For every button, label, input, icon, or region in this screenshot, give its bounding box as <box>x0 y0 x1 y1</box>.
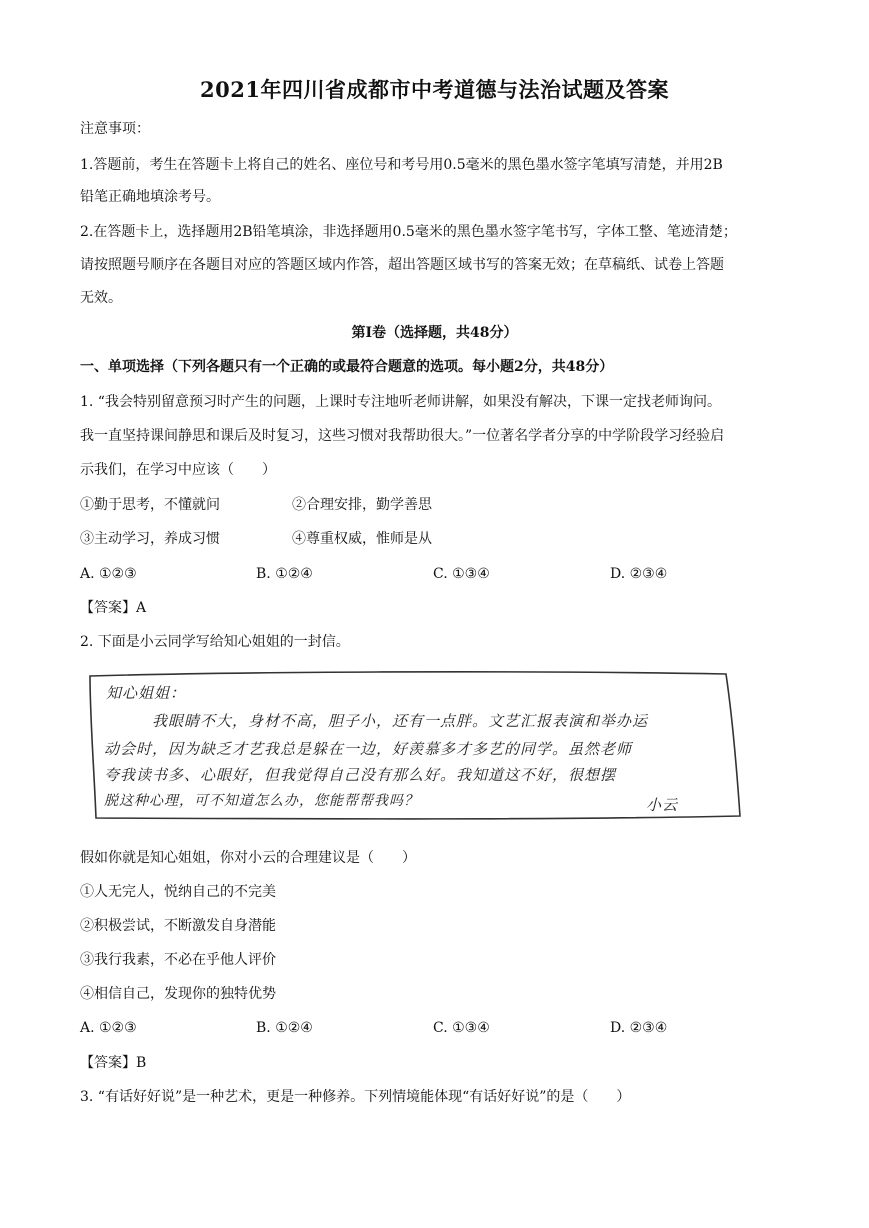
q1-statement-1: ①勤于思考，不懂就问 <box>80 497 220 513</box>
q1-option-a: A. ①②③ <box>80 566 137 582</box>
q1-stem-line-2: 我一直坚持课间静思和课后及时复习，这些习惯对我帮助很大。”一位著名学者分享的中学阶段学习经验启 <box>80 428 725 444</box>
letter-salutation: 知心姐姐： <box>106 684 187 702</box>
letter-line-3: 夸我读书多、心眼好，但我觉得自己没有那么好。我知道这不好，很想摆 <box>104 766 617 784</box>
q1-stem-line-1: 1. “我会特别留意预习时产生的问题，上课时专注地听老师讲解，如果没有解决，下课一定找老师询问。 <box>80 394 721 410</box>
q2-option-a: A. ①②③ <box>80 1020 137 1036</box>
q1-statement-4: ④尊重权威，惟师是从 <box>292 531 432 547</box>
letter-line-1: 我眼睛不大，身材不高，胆子小，还有一点胖。文艺汇报表演和举办运 <box>152 712 649 730</box>
q2-statement-2: ②积极尝试，不断激发自身潜能 <box>80 918 276 934</box>
q2-statement-3: ③我行我素，不必在乎他人评价 <box>80 952 276 968</box>
q2-option-c: C. ①③④ <box>433 1020 490 1036</box>
page-title: 2021年四川省成都市中考道德与法治试题及答案 <box>200 77 669 102</box>
volume-title: 第Ⅰ卷（选择题，共48分） <box>351 325 518 341</box>
letter-line-2: 动会时，因为缺乏才艺我总是躲在一边，好羡慕多才多艺的同学。虽然老师 <box>104 740 633 758</box>
q2-statement-1: ①人无完人，悦纳自己的不完美 <box>80 884 276 900</box>
letter-image <box>86 668 742 820</box>
notice-item-1-line-1: 1.答题前，考生在答题卡上将自己的姓名、座位号和考号用0.5毫米的黑色墨水签字笔填写清楚，并用2B <box>80 157 723 173</box>
q2-stem: 假如你就是知心姐姐，你对小云的合理建议是（ ） <box>80 850 416 866</box>
letter-signature: 小云 <box>646 796 679 814</box>
q2-option-d: D. ②③④ <box>610 1020 668 1036</box>
notice-item-2-line-2: 请按照题号顺序在各题目对应的答题区域内作答，超出答题区域书写的答案无效；在草稿纸、试卷上答题 <box>80 257 724 273</box>
q1-stem-line-3: 示我们，在学习中应该（ ） <box>80 462 276 478</box>
notice-item-2-line-3: 无效。 <box>80 290 122 306</box>
notice-heading: 注意事项： <box>80 121 150 137</box>
q1-statement-3: ③主动学习，养成习惯 <box>80 531 220 547</box>
notice-item-2-line-1: 2.在答题卡上，选择题用2B铅笔填涂，非选择题用0.5毫米的黑色墨水签字笔书写，字体工整、笔迹清楚； <box>80 224 737 240</box>
q1-answer: 【答案】A <box>80 600 147 616</box>
q3-stem-line-1: 3. “有话好好说”是一种艺术，更是一种修养。下列情境能体现“有话好好说”的是（ ） <box>80 1089 631 1105</box>
q1-statement-2: ②合理安排，勤学善思 <box>292 497 432 513</box>
q2-option-b: B. ①②④ <box>256 1020 313 1036</box>
q2-answer: 【答案】B <box>80 1055 147 1071</box>
letter-line-4: 脱这种心理，可不知道怎么办，您能帮帮我吗？ <box>104 793 419 809</box>
part-title: 一、单项选择（下列各题只有一个正确的或最符合题意的选项。每小题2分，共48分） <box>80 359 614 375</box>
notice-item-1-line-2: 铅笔正确地填涂考号。 <box>80 189 220 205</box>
q1-option-b: B. ①②④ <box>256 566 313 582</box>
q2-statement-4: ④相信自己，发现你的独特优势 <box>80 986 276 1002</box>
q1-option-d: D. ②③④ <box>610 566 668 582</box>
q1-option-c: C. ①③④ <box>433 566 490 582</box>
q2-intro: 2. 下面是小云同学写给知心姐姐的一封信。 <box>80 634 350 650</box>
